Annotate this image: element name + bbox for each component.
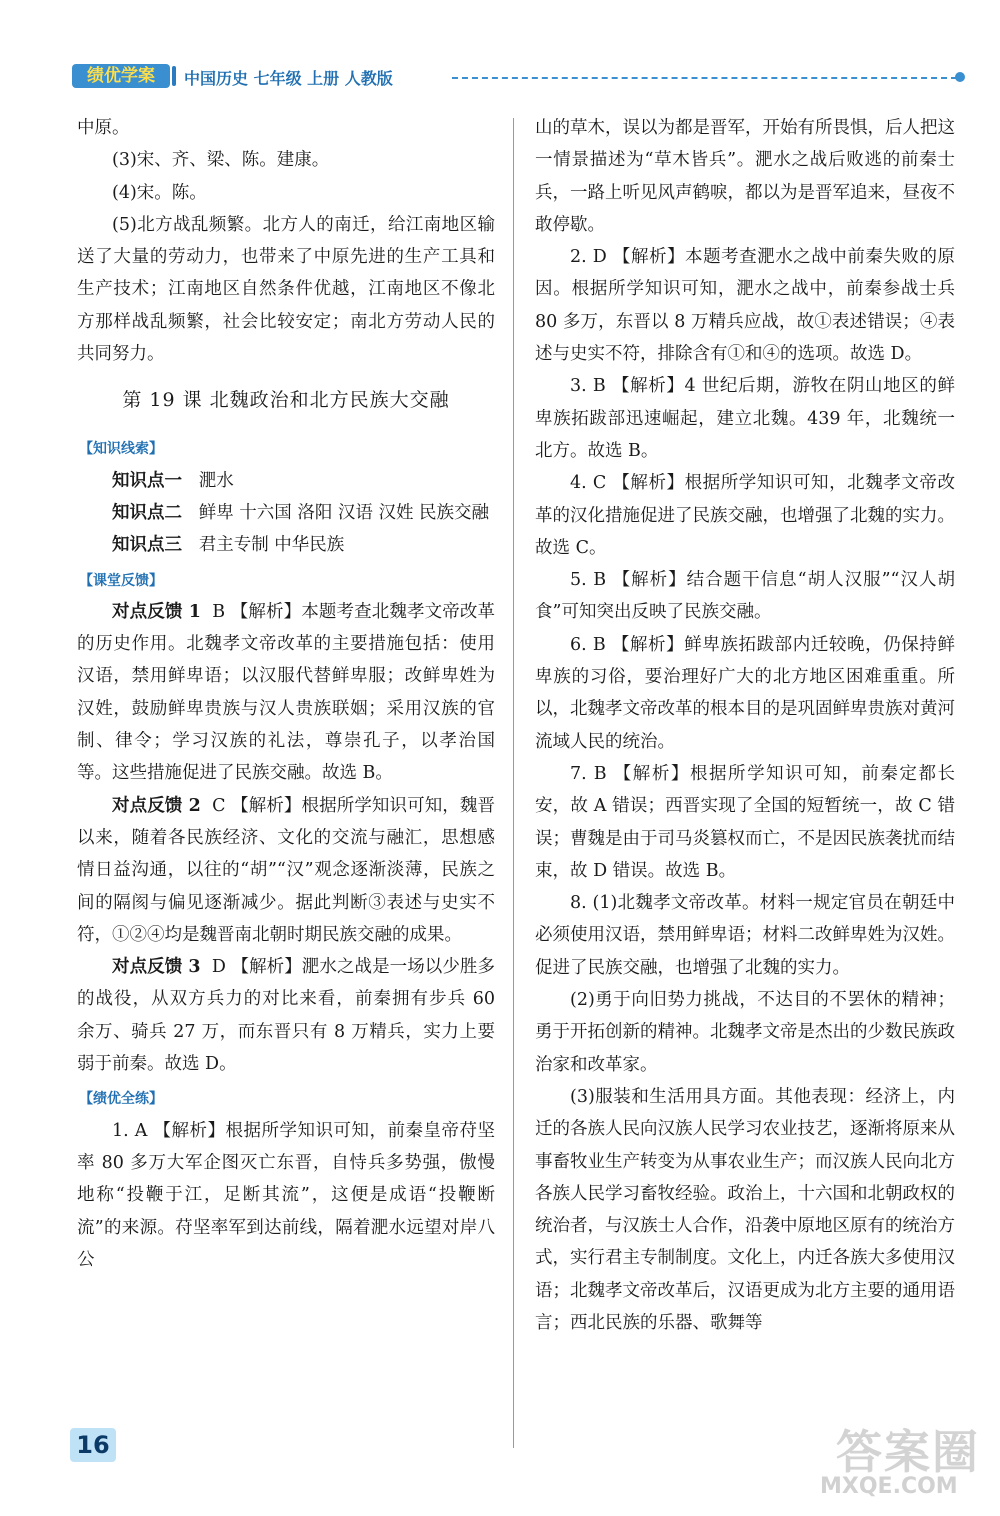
answer-item: 4. C 【解析】根据所学知识可知，北魏孝文帝改革的汉化措施促进了民族交融，也增强了北魏的实力。故选 C。 [535,473,955,558]
header-dashed-line [452,77,957,79]
page-header [72,62,972,92]
paragraph: (5)北方战乱频繁。北方人的南迁，给江南地区输送了大量的劳动力，也带来了中原先进的生产工具和生产技术；江南地区自然条件优越，江南地区不像北方那样战乱频繁，社会比较安定；南北方劳动人民的共同努力。 [77,214,495,365]
knowledge-point [77,497,495,529]
feedback-text: D 【解析】淝水之战是一场以少胜多的战役，从双方兵力的对比来看，前秦拥有步兵 60 余万、骑兵 27 万，而东晋只有 8 万精兵，实力上要弱于前秦。故选 D。 [77,957,495,1075]
answer-item: 3. B 【解析】4 世纪后期，游牧在阴山地区的鲜卑族拓跋部迅速崛起，建立北魏。439 年，北魏统一北方。故选 B。 [535,376,955,461]
section-tag-feedback: 【课堂反馈】 [79,572,163,589]
answer-item: 7. B 【解析】根据所学知识可知，前秦定都长安，故 A 错误；西晋实现了全国的短暂统一，故 C 错误；曹魏是由于司马炎篡权而亡，不是因民族袭扰而结束，故 D 错误。故选 B。 [535,763,955,881]
brand-logo: 绩优学案 [72,64,170,88]
feedback-item [77,790,495,951]
paragraph: (4)宋。陈。 [112,182,207,203]
kp-label: 知识点二 [112,502,182,523]
kp-label: 知识点三 [112,535,182,556]
answer-item: 5. B 【解析】结合题干信息“胡人汉服”“汉人胡食”可知突出反映了民族交融。 [535,570,955,623]
right-column [535,112,955,1339]
feedback-text: B 【解析】本题考查北魏孝文帝改革的历史作用。北魏孝文帝改革的主要措施包括：使用汉语，禁用鲜卑语；以汉服代替鲜卑服；改鲜卑姓为汉姓，鼓励鲜卑贵族与汉人贵族联姻；采用汉族的官制、律令；学习汉族的礼法，尊崇孔子，以孝治国等。这些措施促进了民族交融。故选 B。 [77,601,495,784]
feedback-item [77,951,495,1080]
kp-text: 淝水 [198,470,234,491]
feedback-label: 对点反馈 1 [112,601,201,622]
answer-item: (2)勇于向旧势力挑战，不达目的不罢休的精神；勇于开拓创新的精神。北魏孝文帝是杰出的少数民族政治家和改革家。 [535,990,955,1075]
watermark-logo: 答案圈 [836,1425,980,1479]
kp-label: 知识点一 [112,470,182,491]
watermark-url: MXQE.COM [820,1474,958,1499]
kp-text: 鲜卑 十六国 洛阳 汉语 汉姓 民族交融 [198,502,490,523]
paragraph: 中原。 [77,118,130,138]
answer-item: 6. B 【解析】鲜卑族拓跋部内迁较晚，仍保持鲜卑族的习俗，要治理好广大的北方地区困难重重。所以，北魏孝文帝改革的根本目的是巩固鲜卑贵族对黄河流域人民的统治。 [535,634,955,752]
feedback-item [77,596,495,790]
answer-item: (3)服装和生活用具方面。其他表现：经济上，内迁的各族人民向汉族人民学习农业技艺，逐渐将原来从事畜牧业生产转变为从事农业生产；而汉族人民向北方各族人民学习畜牧经验。政治上，十六国和北朝政权的统治者，与汉族士人合作，沿袭中原地区原有的统治方式，实行君主专制制度。文化上，内迁各族大多使用汉语；北魏孝文帝改革后，汉语更成为北方主要的通用语言；西北民族的乐器、歌舞等 [535,1086,955,1333]
header-dot [955,72,965,82]
section-tag-practice: 【绩优全练】 [79,1091,163,1108]
header-title: 中国历史 七年级 上册 人教版 [184,69,393,88]
paragraph: 山的草木，误以为都是晋军，开始有所畏惧，后人把这一情景描述为“草木皆兵”。淝水之战后败逃的前秦士兵，一路上听见风声鹤唳，都以为是晋军追来，昼夜不敢停歇。 [535,118,955,235]
knowledge-point [77,529,495,561]
answer-item: 1. A 【解析】根据所学知识可知，前秦皇帝苻坚率 80 多万大军企图灭亡东晋，自恃兵多势强，傲慢地称“投鞭于江，足断其流”，这便是成语“投鞭断流”的来源。苻坚率军到达前线，隔着淝水远望对岸八公 [77,1120,495,1270]
kp-text: 君主专制 中华民族 [198,535,345,556]
page-number: 16 [70,1428,116,1462]
feedback-text: C 【解析】根据所学知识可知，魏晋以来，随着各民族经济、文化的交流与融汇，思想感情日益沟通，以往的“胡”“汉”观念逐渐淡薄，民族之间的隔阂与偏见逐渐减少。据此判断③表述与史实不符，①②④均是魏晋南北朝时期民族交融的成果。 [77,795,495,945]
feedback-label: 对点反馈 2 [112,795,201,816]
lesson-title: 第 19 课 北魏政治和北方民族大交融 [122,389,450,412]
left-column [77,112,495,1276]
feedback-label: 对点反馈 3 [112,957,201,978]
brand-bar [172,66,176,86]
paragraph: (3)宋、齐、梁、陈。建康。 [112,150,330,171]
section-tag-knowledge: 【知识线索】 [79,441,163,458]
knowledge-point [77,465,495,497]
column-divider [513,118,514,1448]
answer-item: 2. D 【解析】本题考查淝水之战中前秦失败的原因。根据所学知识可知，淝水之战中，前秦参战士兵 80 多万，东晋以 8 万精兵应战，故①表述错误；④表述与史实不符，排除含有①和④的选项。故选 D。 [535,247,955,365]
answer-item: 8. (1)北魏孝文帝改革。材料一规定官员在朝廷中必须使用汉语，禁用鲜卑语；材料二改鲜卑姓为汉姓。促进了民族交融，也增强了北魏的实力。 [535,893,955,978]
